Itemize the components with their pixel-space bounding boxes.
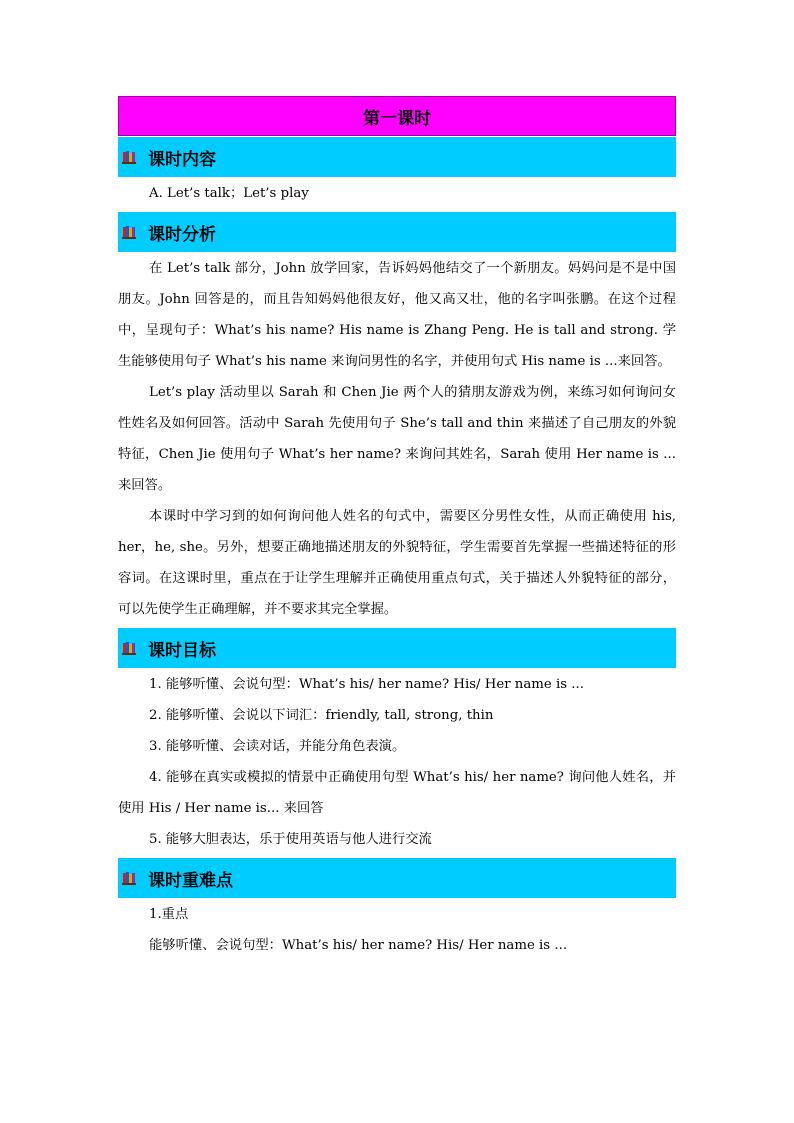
goal-item: 5. 能够大胆表达，乐于使用英语与他人进行交流	[149, 832, 432, 847]
goal-item: 1. 能够听懂、会说句型：What’s his/ her name? His/ Her name is ...	[149, 677, 584, 692]
books-icon	[122, 225, 136, 239]
section-heading-analysis	[118, 211, 676, 252]
analysis-paragraph: 在 Let’s talk 部分，John 放学回家，告诉妈妈他结交了一个新朋友。妈妈问是不是中国朋友。John 回答是的，而且告知妈妈他很友好，他又高又壮，他的名字叫张鹏。在这个过程中，呈现句子：What’s his name? His name is Zhang Peng. He is tall and strong. 学生能够使用句子 What’s his name 来询问男性的名字，并使用句式 His name is ...来回答。	[118, 261, 676, 369]
key-points-text: 能够听懂、会说句型：What’s his/ her name? His/ Her name is ...	[149, 938, 568, 953]
books-icon	[122, 641, 136, 655]
analysis-paragraph: 本课时中学习到的如何询问他人姓名的句式中，需要区分男性女性，从而正确使用 his, her，he, she。另外，想要正确地描述朋友的外貌特征，学生需要首先掌握一些描述特征的形容词。在这课时里，重点在于让学生理解并正确使用重点句式，关于描述人外貌特征的部分，可以先使学生正确理解，并不要求其完全掌握。	[118, 509, 676, 617]
goal-item: 4. 能够在真实或模拟的情景中正确使用句型 What’s his/ her name? 询问他人姓名，并使用 His / Her name is... 来回答	[118, 770, 676, 816]
section-heading-key-points	[118, 857, 676, 898]
section-heading-content-label: 课时内容	[148, 149, 216, 170]
section-heading-key-points-label: 课时重难点	[148, 870, 233, 891]
section-heading-analysis-label: 课时分析	[148, 224, 216, 245]
section-body-key-points	[118, 898, 676, 963]
section-body-analysis	[118, 252, 676, 627]
goal-item: 2. 能够听懂、会说以下词汇：friendly, tall, strong, thin	[149, 708, 494, 723]
content-text: A. Let’s talk；Let’s play	[149, 186, 309, 201]
lesson-title	[118, 96, 676, 136]
lesson-title-text: 第一课时	[363, 108, 431, 129]
section-heading-goals-label: 课时目标	[148, 640, 216, 661]
books-icon	[122, 871, 136, 885]
books-icon	[122, 150, 136, 164]
key-points-subheading: 1.重点	[149, 907, 189, 922]
section-body-goals	[118, 668, 676, 857]
section-heading-goals	[118, 627, 676, 668]
lesson-document	[118, 96, 676, 963]
analysis-paragraph: Let’s play 活动里以 Sarah 和 Chen Jie 两个人的猜朋友游戏为例，来练习如何询问女性姓名及如何回答。活动中 Sarah 先使用句子 She’s tall and thin 来描述了自己朋友的外貌特征，Chen Jie 使用句子 What’s her name? 来询问其姓名，Sarah 使用 Her name is ...来回答。	[118, 385, 676, 493]
section-body-content	[118, 177, 676, 211]
section-heading-content	[118, 136, 676, 177]
goal-item: 3. 能够听懂、会读对话，并能分角色表演。	[149, 739, 406, 754]
